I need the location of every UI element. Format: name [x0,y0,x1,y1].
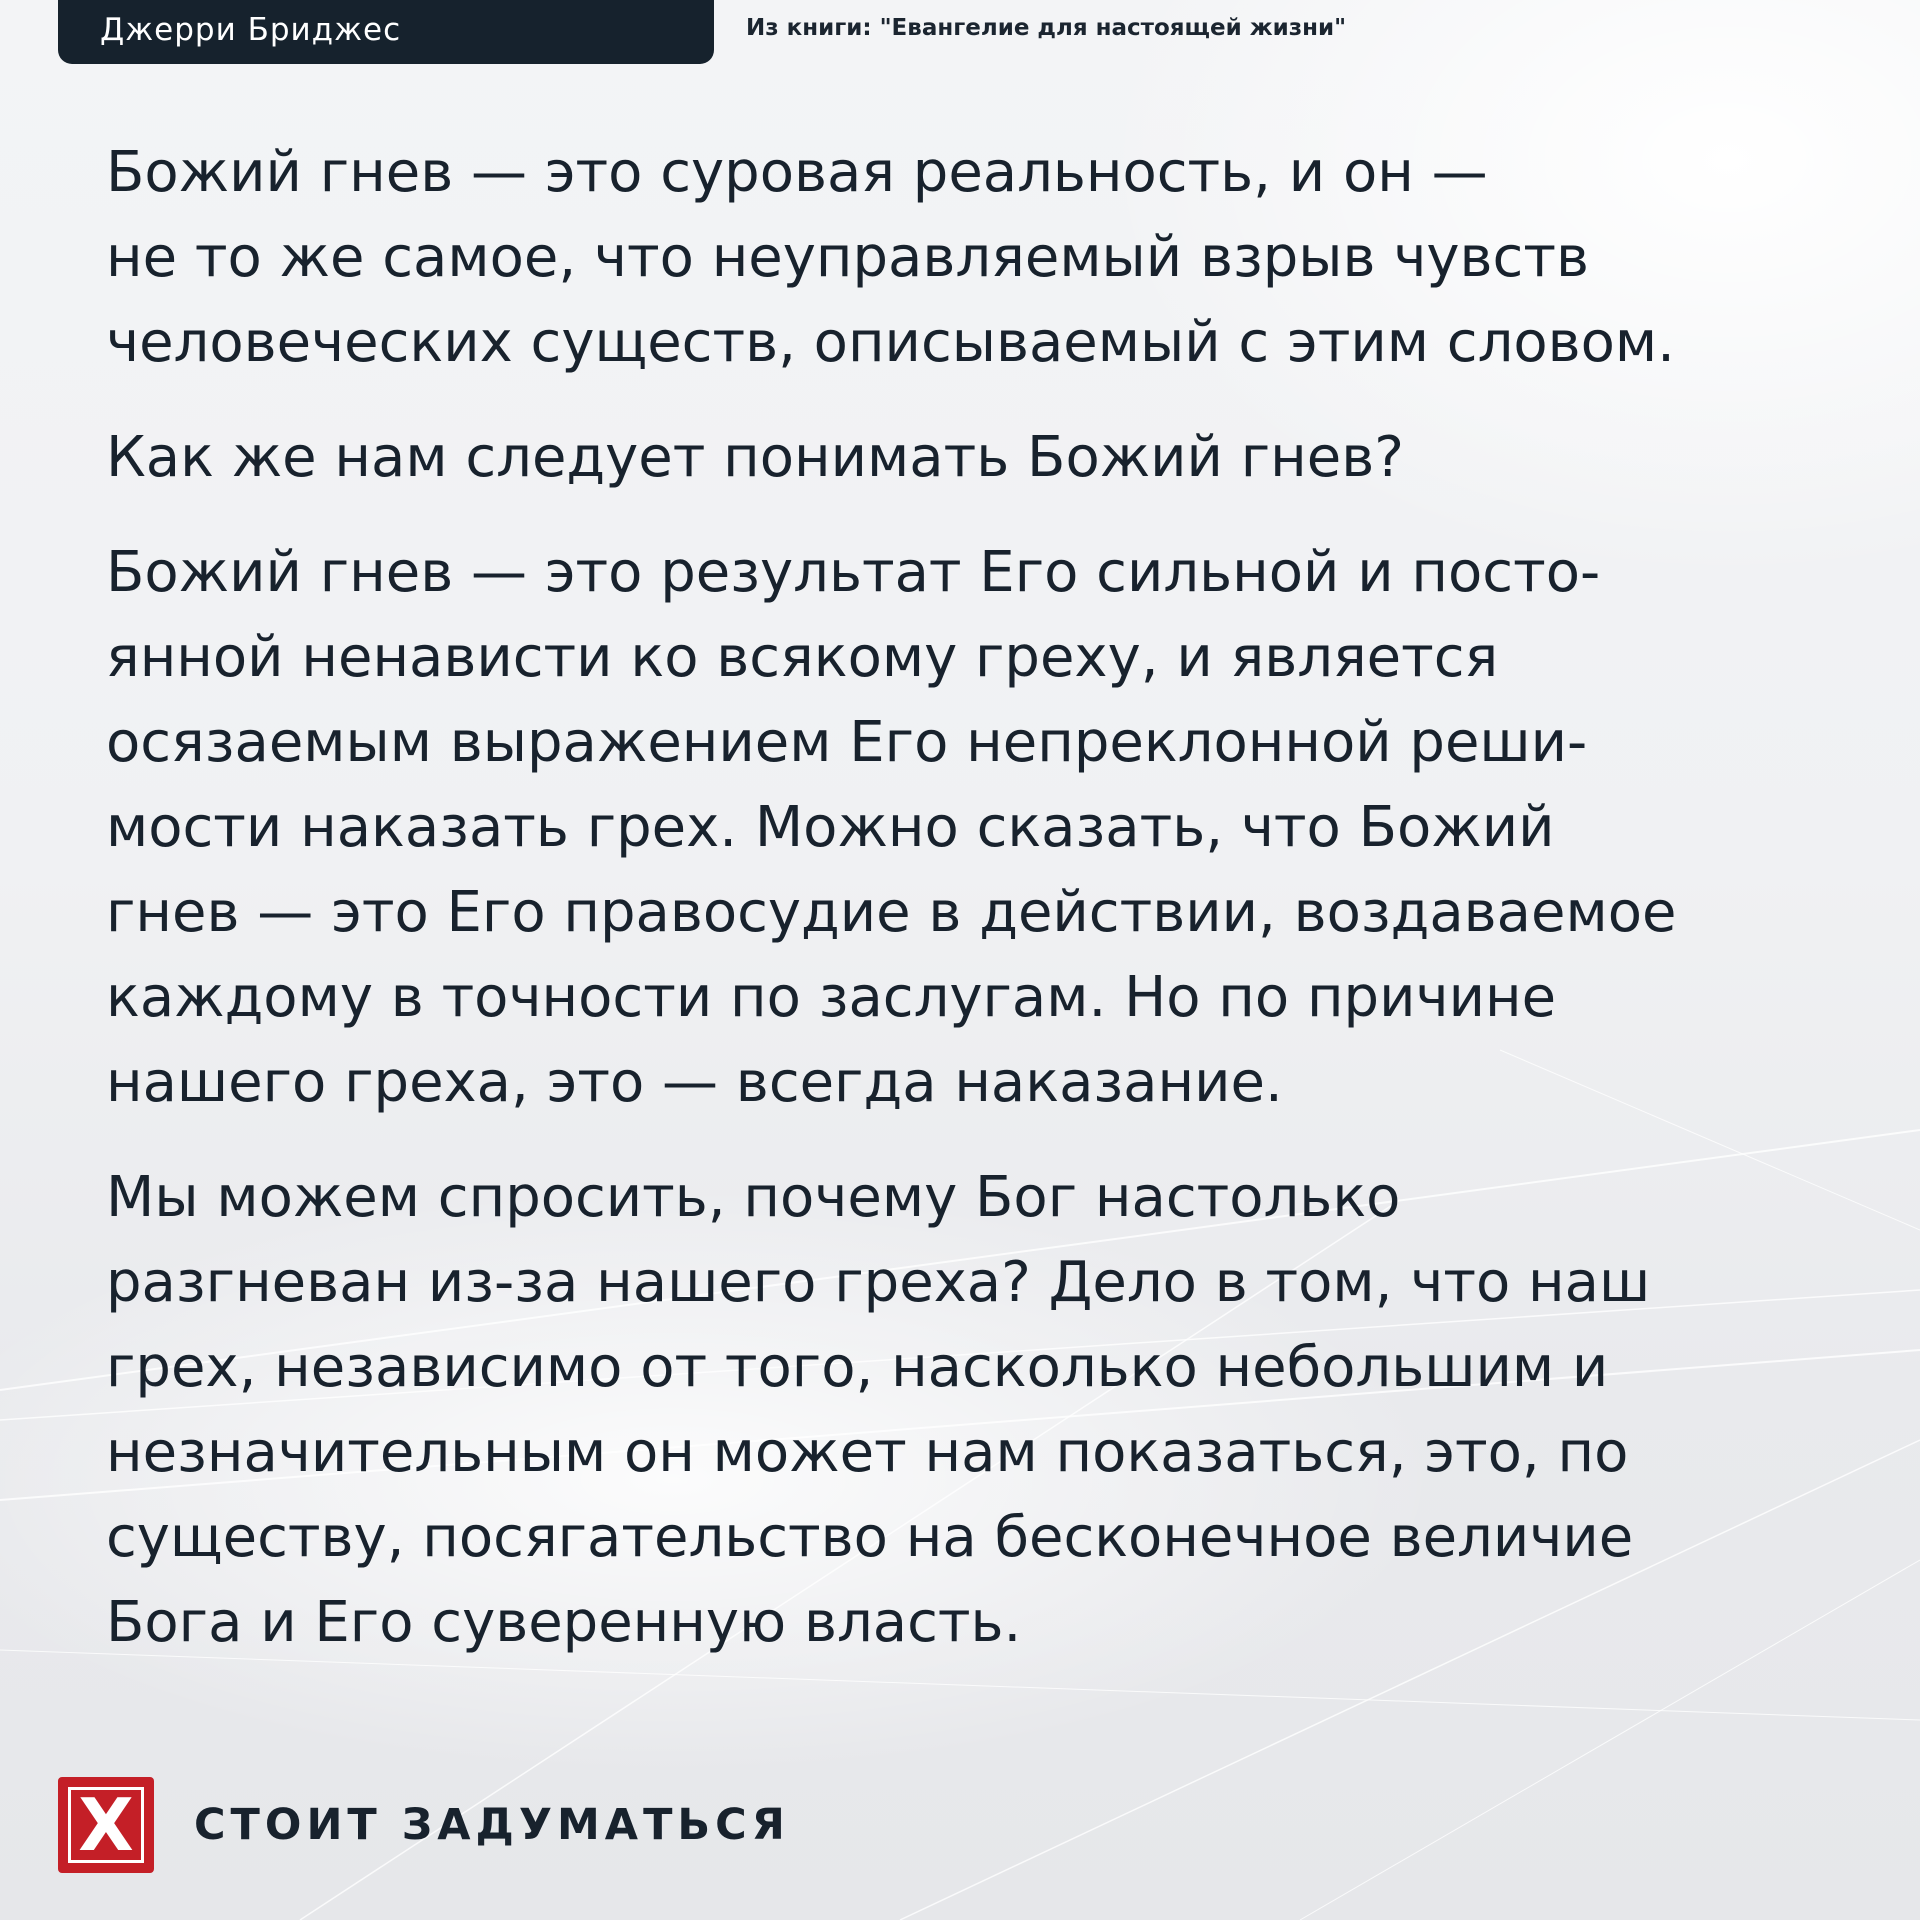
book-source: Из книги: "Евангелие для настоящей жизни" [746,15,1347,41]
paragraph-3: Божий гнев — это результат Его сильной и посто- янной ненависти ко всякому греху, и является осязаемым выражением Его непреклонной реши- мости наказать грех. Можно сказать, что Божий гнев — это Его правосудие в действии, воздаваемое каждому в точности по заслугам. Но по причине нашего греха, это — всегда наказание. [106,540,1677,1115]
paragraph-4: Мы можем спросить, почему Бог настолько разгневан из-за нашего греха? Дело в том, что наш грех, независимо от того, насколько небольшим и незначительным он может нам показаться, это, по существу, посягательство на бесконечное величие Бога и Его суверенную власть. [106,1165,1651,1655]
brand [58,1777,790,1873]
author-name: Джерри Бриджес [100,12,402,48]
quote-body [106,130,1826,1695]
paragraph-2: Как же нам следует понимать Божий гнев? [106,425,1404,490]
x-logo-icon [58,1777,154,1873]
paragraph-1: Божий гнев — это суровая реальность, и он — не то же самое, что неуправляемый взрыв чувств человеческих существ, описываемый с этим словом. [106,140,1675,375]
brand-name: СТОИТ ЗАДУМАТЬСЯ [194,1800,790,1850]
x-mark: X [78,1783,134,1867]
author-tab [58,0,714,64]
